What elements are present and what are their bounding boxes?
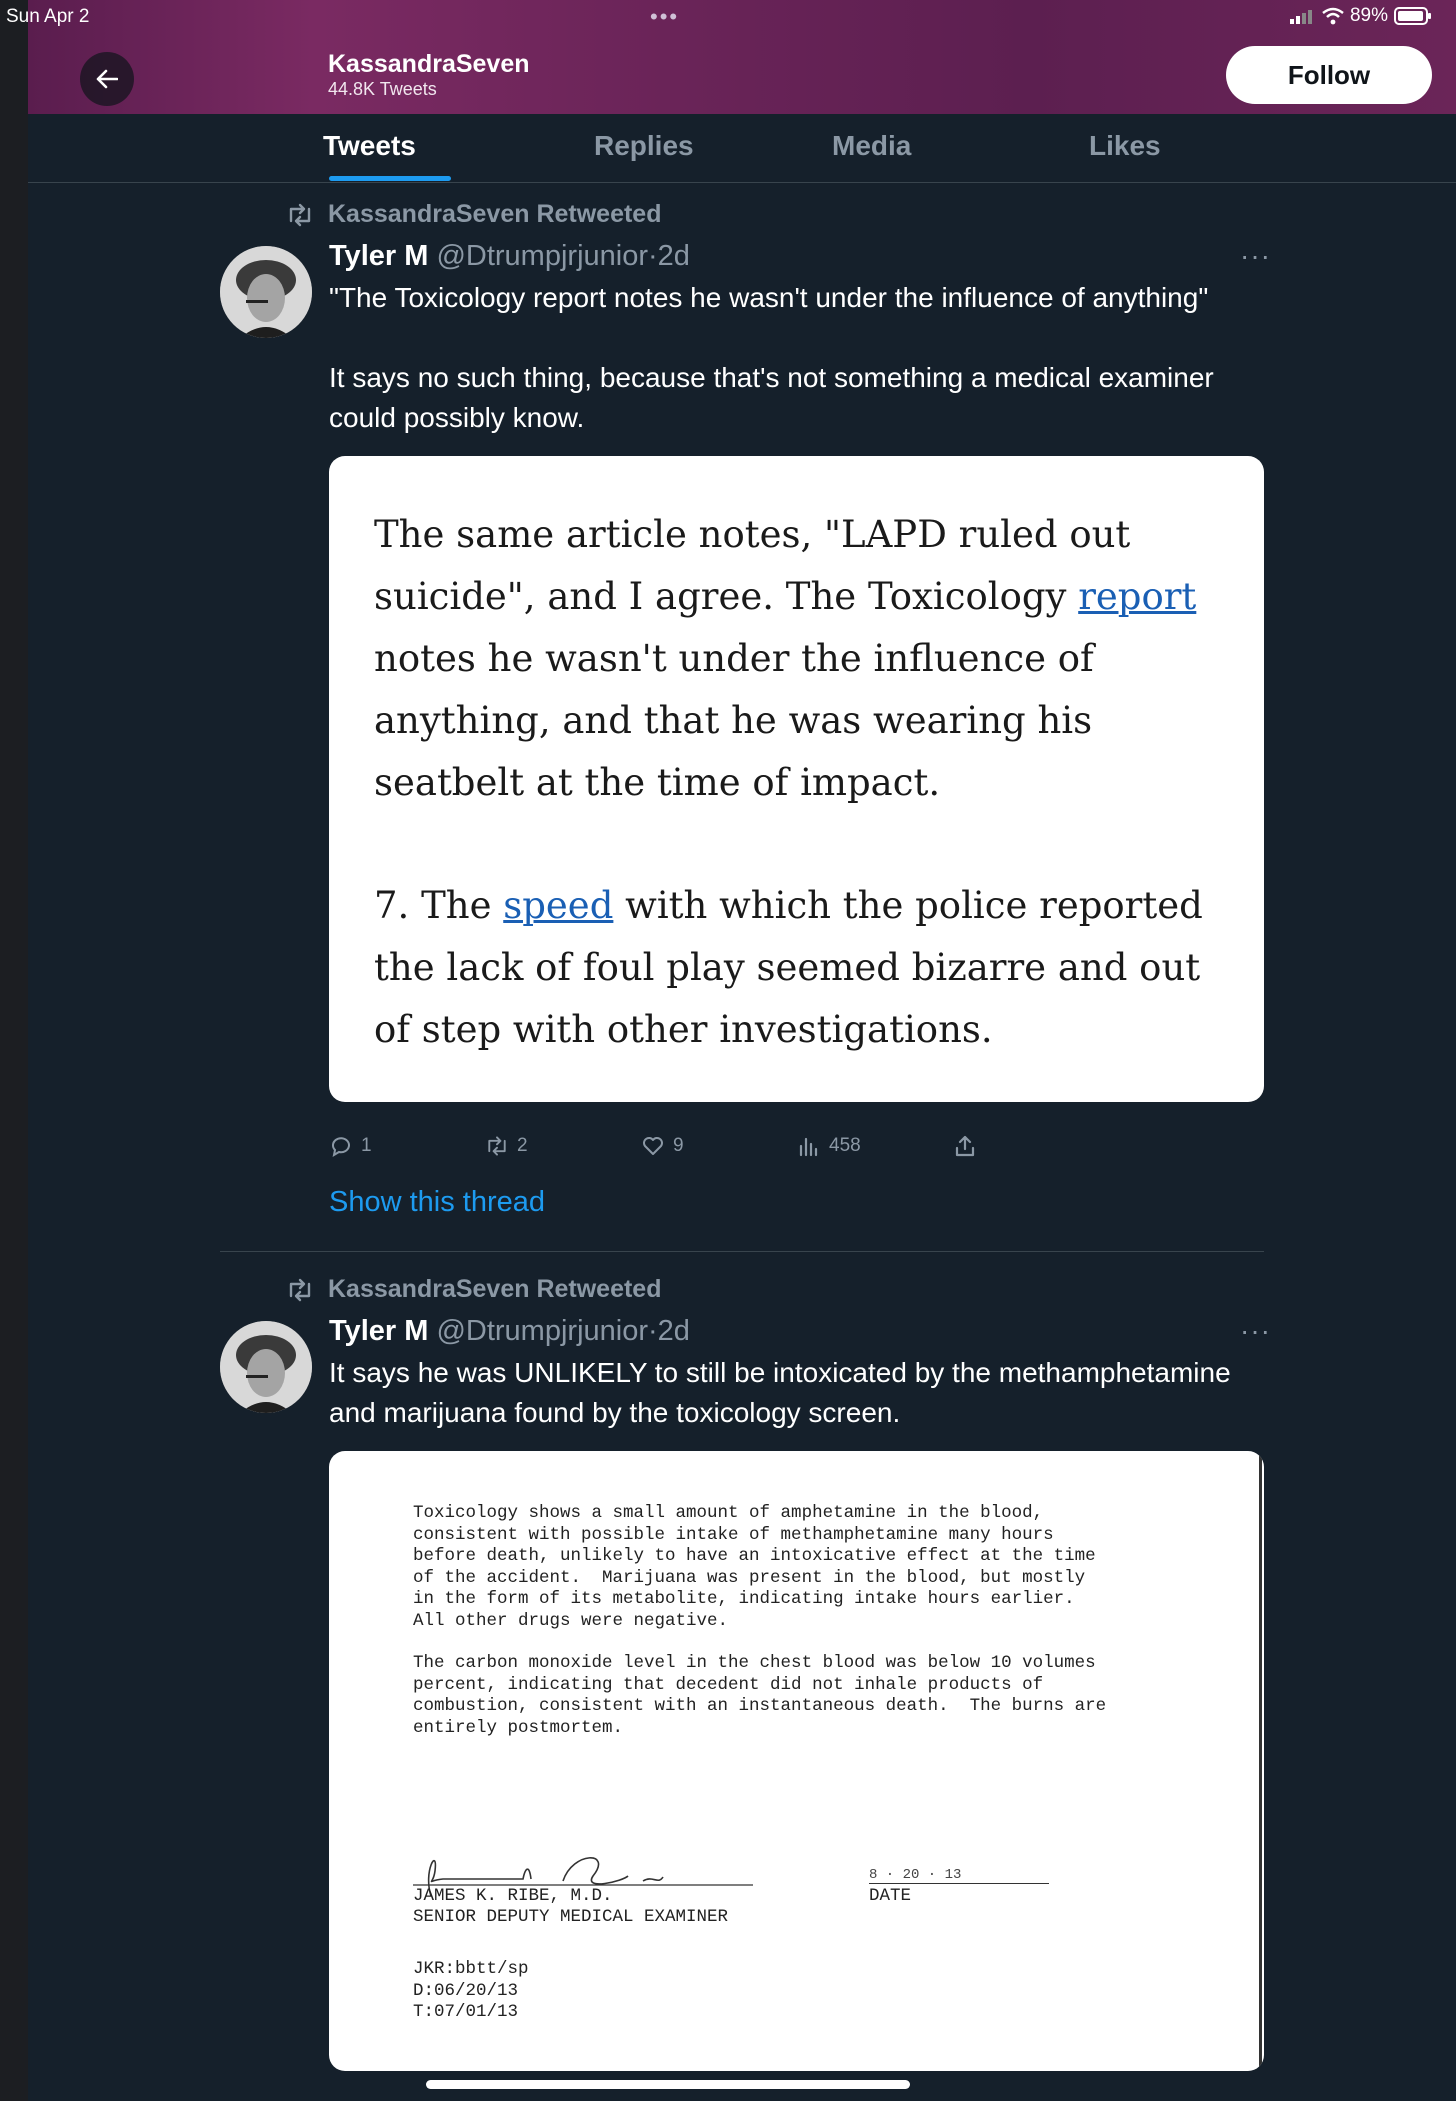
display-name: Tyler M — [329, 1315, 429, 1347]
share-button[interactable] — [953, 1134, 977, 1158]
status-time: Sun Apr 2 — [6, 6, 90, 27]
profile-name: KassandraSeven — [328, 50, 530, 78]
tweet-author[interactable] — [329, 1315, 690, 1348]
wifi-icon — [1322, 7, 1344, 25]
more-options-icon[interactable]: ··· — [1240, 240, 1271, 271]
quote-image[interactable] — [329, 456, 1264, 1102]
retweet-context — [286, 1275, 661, 1304]
avatar[interactable] — [220, 1321, 312, 1413]
retweet-count: 2 — [517, 1135, 528, 1156]
signer-name: JAMES K. RIBE, M.D. — [413, 1886, 613, 1906]
reply-button[interactable] — [329, 1134, 372, 1158]
tweet-text-line1: "The Toxicology report notes he wasn't under the influence of anything" — [329, 282, 1209, 313]
document-image[interactable] — [329, 1451, 1264, 2071]
show-thread-link[interactable]: Show this thread — [329, 1186, 546, 1218]
page-edge — [1259, 1455, 1262, 2071]
signer-title: SENIOR DEPUTY MEDICAL EXAMINER — [413, 1907, 729, 1927]
retweet-icon — [286, 203, 314, 227]
tab-replies[interactable]: Replies — [594, 130, 694, 161]
timestamp: 2d — [657, 240, 690, 272]
tweet-author[interactable] — [329, 240, 690, 273]
retweet-icon — [286, 1278, 314, 1302]
avatar[interactable] — [220, 246, 312, 338]
avatar-photo — [220, 1321, 312, 1413]
tweet[interactable] — [220, 1275, 1271, 2101]
reply-count: 1 — [361, 1135, 372, 1156]
doc-paragraph-1: Toxicology shows a small amount of amphetamine in the blood, consistent with possible intake of methamphetamine many hours before death, unlikely to have an intoxicative effect at the time of the accident. Marijuana was present in the blood, but mostly in the form of its metabolite, indicating intake hours earlier. All other drugs were negative. — [413, 1503, 1096, 1631]
home-indicator[interactable] — [426, 2080, 910, 2089]
quote-paragraph-2 — [374, 875, 1234, 1061]
profile-tabs — [28, 114, 1456, 183]
arrow-left-icon — [96, 69, 118, 89]
retweet-button[interactable] — [485, 1134, 528, 1158]
tab-tweets[interactable]: Tweets — [323, 130, 416, 161]
speed-link[interactable]: speed — [503, 884, 614, 927]
retweet-label: KassandraSeven Retweeted — [328, 1275, 662, 1303]
share-icon — [953, 1134, 977, 1158]
timestamp: 2d — [657, 1315, 690, 1347]
retweet-icon — [485, 1134, 509, 1158]
views-icon — [797, 1134, 821, 1158]
avatar-photo — [220, 246, 312, 338]
separator-dot: · — [648, 240, 658, 272]
handwritten-date: 8 · 20 · 13 — [869, 1867, 962, 1883]
tab-likes[interactable]: Likes — [1089, 130, 1161, 161]
status-bar — [0, 0, 1456, 36]
tweet-divider — [220, 1251, 1264, 1252]
view-count: 458 — [829, 1135, 861, 1156]
doc-footer: JKR:bbtt/sp D:06/20/13 T:07/01/13 — [413, 1959, 529, 2022]
quote-paragraph-1 — [374, 504, 1234, 814]
multitask-dots[interactable]: ••• — [650, 4, 680, 29]
doc-paragraph-2: The carbon monoxide level in the chest blood was below 10 volumes percent, indicating that decedent did not inhale products of combustion, consistent with an instantaneous death. The burns are entirely postmortem. — [413, 1653, 1107, 1738]
follow-button[interactable]: Follow — [1226, 46, 1432, 104]
tweet-actions — [329, 1134, 1029, 1164]
views-button[interactable] — [797, 1134, 861, 1158]
quote-text: with which the police reported the lack of foul play seemed bizarre and out of step with other investigations. — [374, 884, 1203, 1051]
retweet-label: KassandraSeven Retweeted — [328, 200, 662, 228]
battery-icon — [1394, 6, 1432, 26]
battery-percent: 89% — [1349, 5, 1388, 26]
tweet-text: It says he was UNLIKELY to still be intoxicated by the methamphetamine and marijuana found by the toxicology screen. — [329, 1357, 1231, 1428]
handle: @Dtrumpjrjunior — [436, 1315, 648, 1347]
status-right — [1290, 5, 1432, 27]
like-button[interactable] — [641, 1134, 684, 1158]
date-line — [869, 1883, 1049, 1884]
heart-icon — [641, 1134, 665, 1158]
date-label: DATE — [869, 1886, 912, 1906]
tweet[interactable] — [220, 200, 1271, 1260]
active-tab-indicator — [329, 176, 451, 181]
separator-dot: · — [648, 1315, 658, 1347]
quote-text: notes he wasn't under the influence of anything, and that he was wearing his seatbelt at the time of impact. — [374, 637, 1094, 804]
like-count: 9 — [673, 1135, 684, 1156]
quote-text: 7. The — [374, 884, 504, 927]
signal-icon — [1290, 8, 1316, 24]
retweet-context — [286, 200, 661, 229]
tab-media[interactable]: Media — [832, 130, 912, 161]
tweet-count: 44.8K Tweets — [328, 79, 437, 99]
handle: @Dtrumpjrjunior — [436, 240, 648, 272]
report-link[interactable]: report — [1078, 575, 1197, 618]
back-button[interactable] — [80, 52, 134, 106]
more-options-icon[interactable]: ··· — [1240, 1315, 1271, 1346]
quote-text: The same article notes, "LAPD ruled out suicide", and I agree. The Toxicology — [374, 513, 1131, 618]
display-name: Tyler M — [329, 240, 429, 272]
reply-icon — [329, 1134, 353, 1158]
tweet-text-line2: It says no such thing, because that's not something a medical examiner could possibly know. — [329, 362, 1214, 433]
left-rail — [0, 0, 28, 2101]
